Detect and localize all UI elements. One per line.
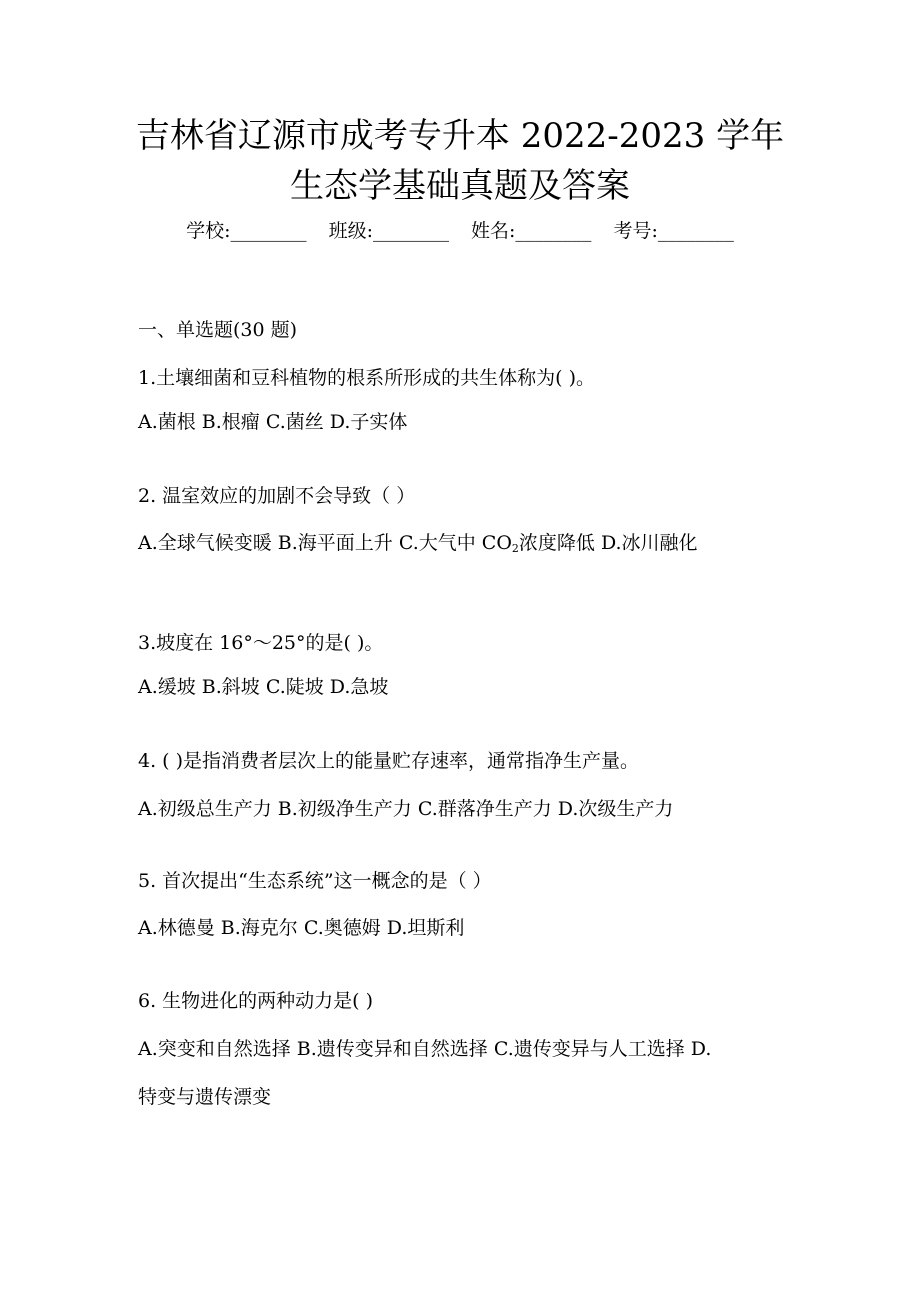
question-1-options: A.菌根 B.根瘤 C.菌丝 D.子实体	[138, 411, 408, 433]
section-heading: 一、单选题(30 题)	[138, 319, 298, 341]
question-3-options: A.缓坡 B.斜坡 C.陡坡 D.急坡	[138, 676, 389, 698]
question-5-options: A.林德曼 B.海克尔 C.奥德姆 D.坦斯利	[138, 917, 465, 939]
document-title-line-1: 吉林省辽源市成考专升本 2022-2023 学年	[135, 116, 785, 156]
question-2-stem: 2. 温室效应的加剧不会导致（ ）	[138, 485, 416, 507]
document-title-line-2: 生态学基础真题及答案	[290, 166, 630, 206]
school-field: 学校:________	[186, 220, 307, 242]
question-4-options: A.初级总生产力 B.初级净生产力 C.群落净生产力 D.次级生产力	[138, 798, 674, 820]
name-field: 姓名:________	[471, 220, 592, 242]
student-info-row	[0, 218, 920, 244]
co2-subscript: 2	[511, 542, 519, 555]
question-6-stem: 6. 生物进化的两种动力是( )	[138, 990, 374, 1012]
question-5-stem: 5. 首次提出“生态系统”这一概念的是（ ）	[138, 870, 492, 892]
question-2-options-part-b: 浓度降低 D.冰川融化	[518, 532, 698, 554]
question-3-stem: 3.坡度在 16°～25°的是( )。	[138, 632, 384, 654]
question-6-options-line-2: 特变与遗传漂变	[138, 1086, 272, 1108]
question-2-options-part-a: A.全球气候变暖 B.海平面上升 C.大气中 CO	[138, 532, 512, 554]
question-1-stem: 1.土壤细菌和豆科植物的根系所形成的共生体称为( )。	[138, 367, 595, 389]
question-6-options-line-1: A.突变和自然选择 B.遗传变异和自然选择 C.遗传变异与人工选择 D.	[138, 1038, 712, 1060]
question-2-options	[138, 529, 698, 563]
question-4-stem: 4. ( )是指消费者层次上的能量贮存速率，通常指净生产量。	[138, 750, 640, 772]
class-field: 班级:________	[328, 220, 449, 242]
exam-number-field: 考号:________	[613, 220, 734, 242]
